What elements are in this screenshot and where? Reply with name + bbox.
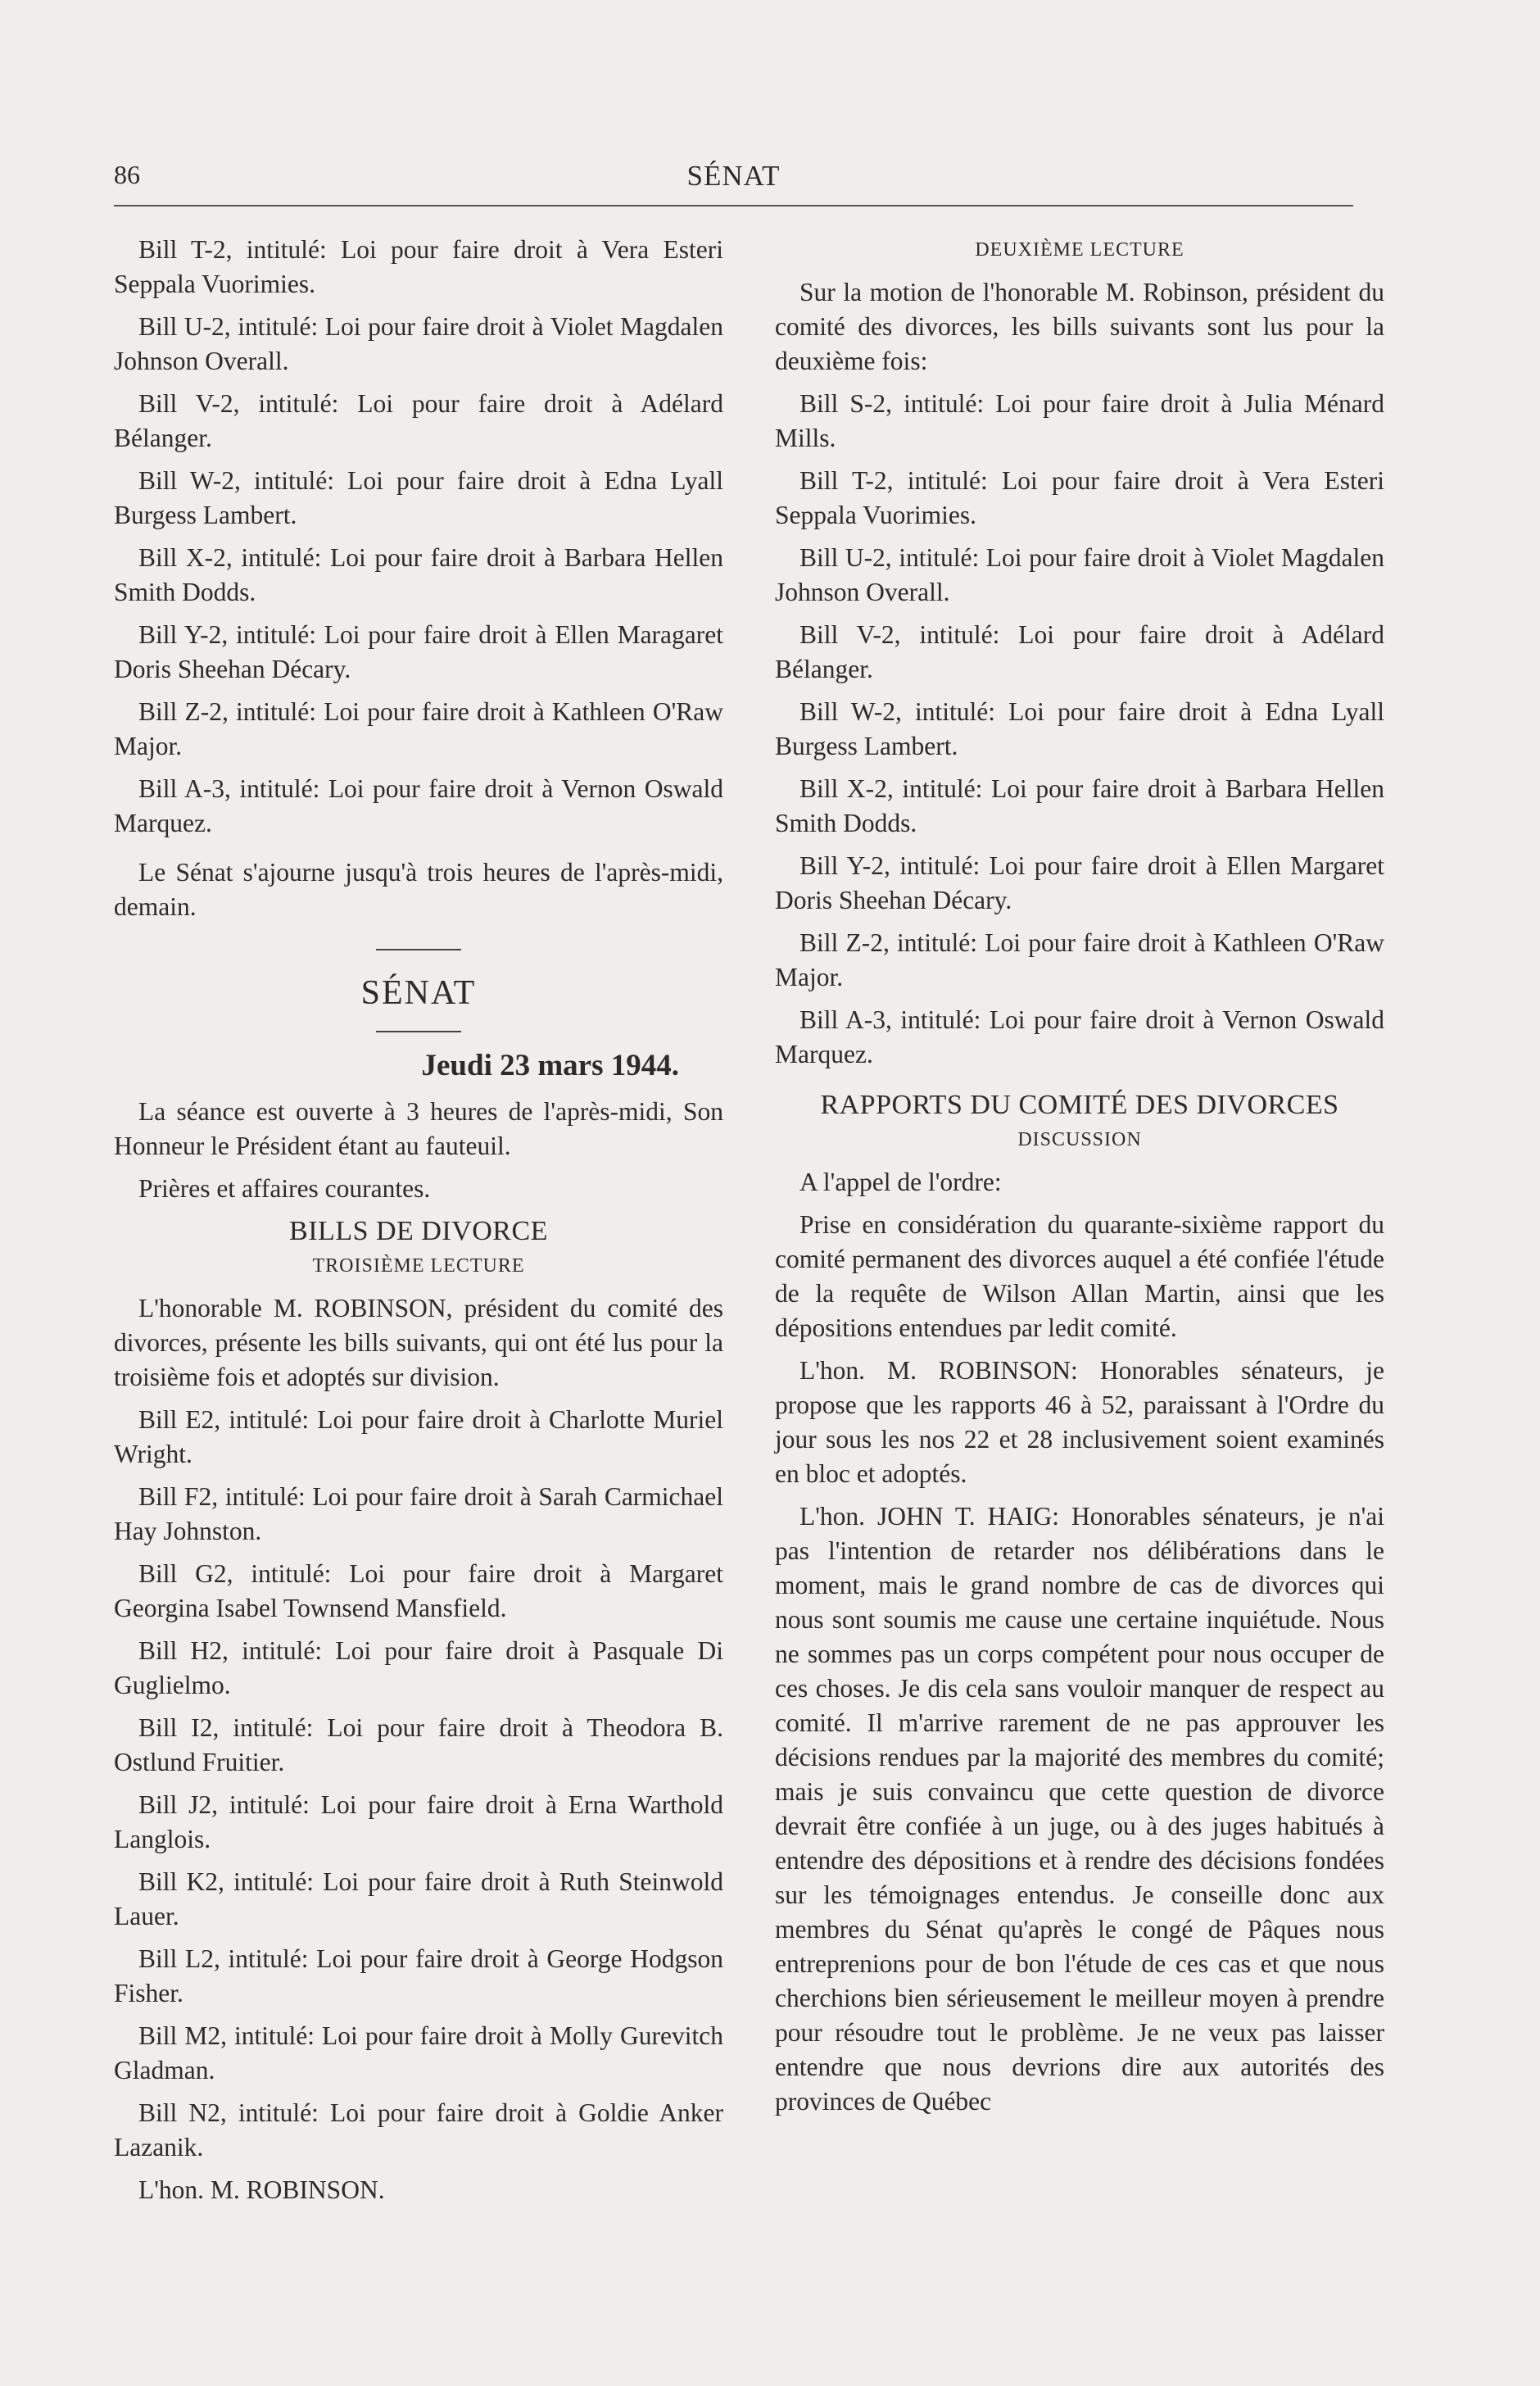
bill-entry: Bill A-3, intitulé: Loi pour faire droit à Vernon Oswald Marquez. bbox=[775, 1005, 1384, 1068]
bill-entry: Bill T-2, intitulé: Loi pour faire droit à Vera Esteri Seppala Vuorimies. bbox=[775, 466, 1384, 529]
bill-entry: Bill K2, intitulé: Loi pour faire droit à Ruth Steinwold Lauer. bbox=[114, 1867, 723, 1930]
bill-entry: Bill S-2, intitulé: Loi pour faire droit à Julia Ménard Mills. bbox=[775, 389, 1384, 452]
bill-entry: Bill E2, intitulé: Loi pour faire droit à Charlotte Muriel Wright. bbox=[114, 1405, 723, 1468]
second-reading-intro: Sur la motion de l'honorable M. Robinson, président du comité des divorces, les bills suivants sont lus pour la deuxième fois: bbox=[775, 278, 1384, 375]
bill-entry: Bill W-2, intitulé: Loi pour faire droit à Edna Lyall Burgess Lambert. bbox=[114, 466, 723, 529]
bill-entry: Bill U-2, intitulé: Loi pour faire droit à Violet Magdalen Johnson Overall. bbox=[114, 312, 723, 375]
bill-entry: Bill H2, intitulé: Loi pour faire droit à Pasquale Di Guglielmo. bbox=[114, 1636, 723, 1699]
opening-text: La séance est ouverte à 3 heures de l'après-midi, Son Honneur le Président étant au fauteuil. bbox=[114, 1097, 723, 1160]
bill-entry: Bill X-2, intitulé: Loi pour faire droit à Barbara Hellen Smith Dodds. bbox=[114, 543, 723, 606]
bill-entry: Bill Z-2, intitulé: Loi pour faire droit à Kathleen O'Raw Major. bbox=[775, 928, 1384, 991]
bill-entry: Bill U-2, intitulé: Loi pour faire droit à Violet Magdalen Johnson Overall. bbox=[775, 543, 1384, 606]
bill-entry: Bill Y-2, intitulé: Loi pour faire droit à Ellen Margaret Doris Sheehan Décary. bbox=[775, 851, 1384, 914]
consideration-text: Prise en considération du quarante-sixième rapport du comité permanent des divorces auquel a été confiée l'étude de la requête de Wilson Allan Martin, ainsi que les dépositions entendues par ledit comité. bbox=[775, 1210, 1384, 1342]
bill-entry: Bill F2, intitulé: Loi pour faire droit à Sarah Carmichael Hay Johnston. bbox=[114, 1482, 723, 1545]
running-head: SÉNAT bbox=[686, 160, 781, 192]
bill-entry: Bill J2, intitulé: Loi pour faire droit à Erna Warthold Langlois. bbox=[114, 1790, 723, 1853]
section-divider bbox=[376, 1031, 461, 1032]
header-rule bbox=[114, 205, 1353, 206]
bill-entry: Bill Z-2, intitulé: Loi pour faire droit à Kathleen O'Raw Major. bbox=[114, 697, 723, 760]
section-title-divorce-reports: RAPPORTS DU COMITÉ DES DIVORCES bbox=[820, 1090, 1339, 1120]
speaker-line: L'hon. M. ROBINSON. bbox=[138, 2175, 385, 2204]
bill-entry: Bill X-2, intitulé: Loi pour faire droit à Barbara Hellen Smith Dodds. bbox=[775, 774, 1384, 837]
bill-entry: Bill A-3, intitulé: Loi pour faire droit à Vernon Oswald Marquez. bbox=[114, 774, 723, 837]
third-reading-intro: L'honorable M. ROBINSON, président du comité des divorces, présente les bills suivants, qui ont été lus pour la troisième fois et adoptés sur division. bbox=[114, 1294, 723, 1391]
bill-entry: Bill M2, intitulé: Loi pour faire droit à Molly Gurevitch Gladman. bbox=[114, 2021, 723, 2084]
haig-speech: L'hon. JOHN T. HAIG: Honorables sénateurs, je n'ai pas l'intention de retarder nos délibérations dans le moment, mais le grand nombre de cas de divorces qui nous sont soumis me cause une certaine inquiétude. Nous ne sommes pas un corps compétent pour nous occuper de ces choses. Je dis cela sans vouloir manquer de respect au comité. Il m'arrive rarement de ne pas approuver les décisions rendues par la majorité des membres du comité; mais je suis convaincu que cette question de divorce devrait être confiée à un juge, ou à des juges habitués à entendre des dépositions et à rendre des décisions fondées sur les témoignages entendus. Je conseille donc aux membres du Sénat qu'après le congé de Pâques nous entreprenions pour de bon l'étude de ces cas et que nous cherchions bien sérieusement le meilleur moyen à prendre pour résoudre tout le problème. Je ne veux pas laisser entendre que nous devrions dire aux autorités des provinces de Québec bbox=[775, 1502, 1384, 2116]
subsection-third-reading: TROISIÈME LECTURE bbox=[312, 1255, 525, 1277]
prayers-text: Prières et affaires courantes. bbox=[138, 1174, 431, 1203]
bill-entry: Bill T-2, intitulé: Loi pour faire droit à Vera Esteri Seppala Vuorimies. bbox=[114, 235, 723, 298]
left-column bbox=[114, 233, 723, 2216]
adjournment-text: Le Sénat s'ajourne jusqu'à trois heures de l'après-midi, demain. bbox=[114, 858, 723, 921]
bill-entry: Bill N2, intitulé: Loi pour faire droit à Goldie Anker Lazanik. bbox=[114, 2098, 723, 2161]
session-date: Jeudi 23 mars 1944. bbox=[421, 1049, 679, 1082]
bill-entry: Bill I2, intitulé: Loi pour faire droit à Theodora B. Ostlund Fruitier. bbox=[114, 1713, 723, 1776]
discussion-label: DISCUSSION bbox=[1017, 1129, 1142, 1150]
robinson-speech: L'hon. M. ROBINSON: Honorables sénateurs, je propose que les rapports 46 à 52, paraissant à l'Ordre du jour sous les nos 22 et 28 inclusivement soient examinés en bloc et adoptés. bbox=[775, 1356, 1384, 1488]
subsection-second-reading: DEUXIÈME LECTURE bbox=[975, 239, 1184, 261]
section-title-bills-divorce: BILLS DE DIVORCE bbox=[289, 1216, 548, 1246]
bill-entry: Bill Y-2, intitulé: Loi pour faire droit à Ellen Maragaret Doris Sheehan Décary. bbox=[114, 620, 723, 683]
bill-entry: Bill V-2, intitulé: Loi pour faire droit à Adélard Bélanger. bbox=[114, 389, 723, 452]
section-divider bbox=[376, 949, 461, 950]
senat-title: SÉNAT bbox=[360, 974, 477, 1012]
page-number: 86 bbox=[114, 160, 140, 189]
bill-entry: Bill W-2, intitulé: Loi pour faire droit à Edna Lyall Burgess Lambert. bbox=[775, 697, 1384, 760]
bill-entry: Bill L2, intitulé: Loi pour faire droit à George Hodgson Fisher. bbox=[114, 1944, 723, 2007]
bill-entry: Bill G2, intitulé: Loi pour faire droit à Margaret Georgina Isabel Townsend Mansfield. bbox=[114, 1559, 723, 1622]
right-column bbox=[775, 233, 1384, 2127]
order-call-text: A l'appel de l'ordre: bbox=[799, 1168, 1002, 1196]
bill-entry: Bill V-2, intitulé: Loi pour faire droit à Adélard Bélanger. bbox=[775, 620, 1384, 683]
page-header bbox=[114, 160, 1353, 201]
